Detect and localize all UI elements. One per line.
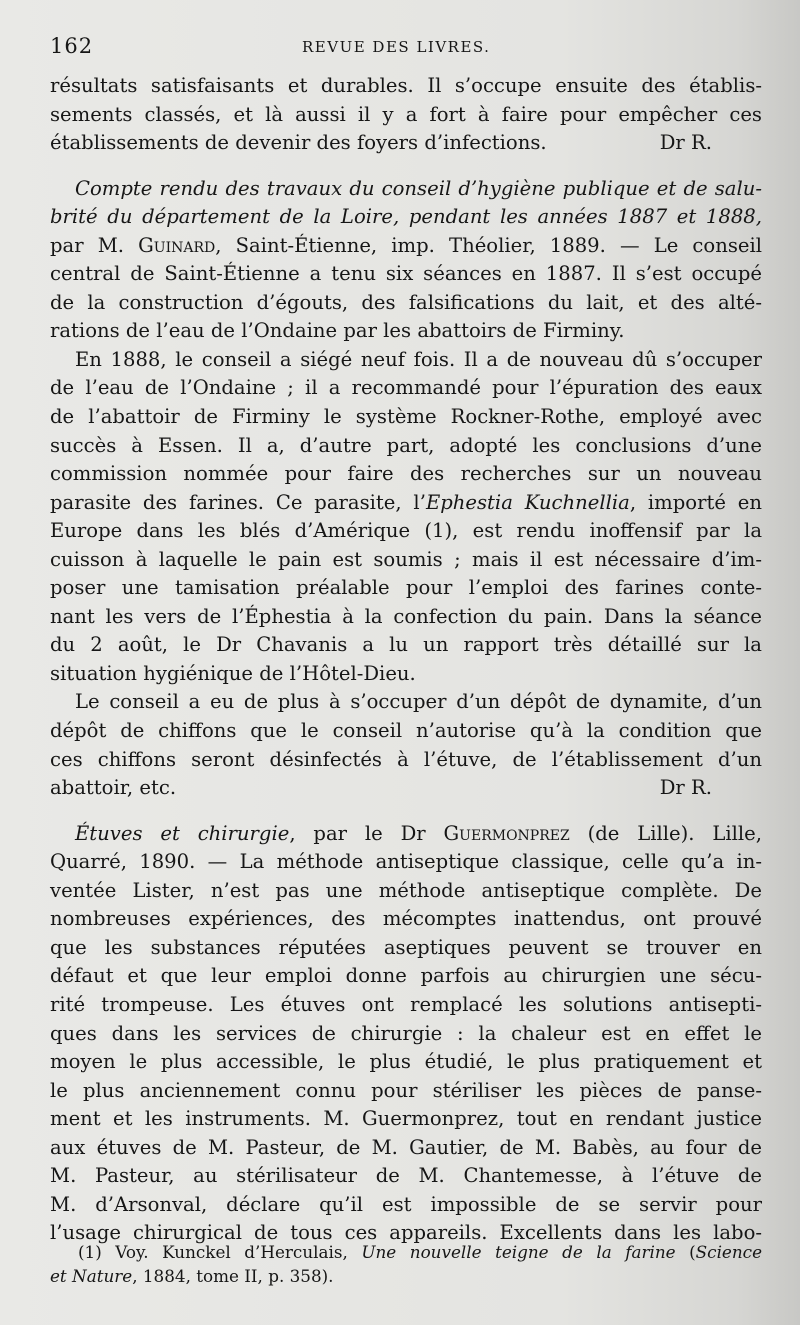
publisher-info: (de Lille). Lille, [569,821,762,845]
review-title: brité du département de la Loire, pendant les années 1887 et 1888, [50,205,762,229]
author-prefix: par M. [50,233,139,257]
text-line: dépôt de chiffons que le conseil n’autorise qu’à la condition que [50,719,762,743]
review-title-line [50,203,762,232]
text-line: ques dans les services de chirurgie : la chaleur est en effet le [50,1021,762,1045]
text-line: défaut et que leur emploi donne parfois au chirurgien une sécu- [50,964,762,988]
text-line: M. Pasteur, au stérilisateur de M. Chantemesse, à l’étuve de [50,1164,762,1188]
author-prefix: , par le Dr [289,821,444,845]
text-segment: parasite des farines. Ce parasite, l’ [50,490,426,514]
review-title: Étuves et chirurgie [75,821,290,845]
text-line: moyen le plus accessible, le plus étudié, le plus pratiquement et [50,1050,762,1074]
text-line: commission nommée pour faire des recherches sur un nouveau [50,462,762,486]
text-line: situation hygiénique de l’Hôtel-Dieu. [50,661,416,685]
footnote-journal: Science [695,1242,763,1262]
review-author-line [50,232,762,261]
species-name: Ephestia Kuchnellia [425,490,630,514]
review-title: Compte rendu des travaux du conseil d’hygiène publique et de salu- [75,176,762,200]
text-line [50,489,762,518]
text-line: de la construction d’égouts, des falsifications du lait, et des alté- [50,290,762,314]
footnote-text: , 1884, tome II, p. 358). [132,1266,334,1286]
text-line: nombreuses expériences, des mécomptes inattendus, ont prouvé [50,907,762,931]
footnote-journal: et Nature [50,1266,133,1286]
text-segment: , importé en [629,490,762,514]
footnote-line [50,1264,762,1288]
text-line: cuisson à laquelle le pain est soumis ; mais il est nécessaire d’im- [50,547,762,571]
text-line: l’usage chirurgical de tous ces appareils. Excellents dans les labo- [50,1221,762,1245]
signature: Dr R. [659,131,712,155]
text-line: ment et les instruments. M. Guermonprez, tout en rendant justice [50,1107,762,1131]
text-line: de l’eau de l’Ondaine ; il a recommandé pour l’épuration des eaux [50,376,762,400]
text-line: rations de l’eau de l’Ondaine par les abattoirs de Firminy. [50,319,625,343]
footnote [50,1240,762,1288]
review-title-line [50,820,762,849]
text-line: Europe dans les blés d’Amérique (1), est rendu inoffensif par la [50,519,762,543]
text-line: rité trompeuse. Les étuves ont remplacé les solutions antisepti- [50,992,762,1016]
text-line-content: établissements de devenir des foyers d’infections. [50,131,547,155]
text-line: nant les vers de l’Éphestia à la confection du pain. Dans la séance [50,604,762,628]
text-line: que les substances réputées aseptiques peuvent se trouver en [50,935,762,959]
text-line: ventée Lister, n’est pas une méthode antiseptique complète. De [50,878,762,902]
page-number: 162 [50,34,94,58]
publisher-info: , Saint-Étienne, imp. Théolier, 1889. — Le conseil [215,233,763,257]
text-line: En 1888, le conseil a siégé neuf fois. Il a de nouveau dû s’occuper [75,347,762,371]
text-line: aux étuves de M. Pasteur, de M. Gautier, de M. Babès, au four de [50,1135,762,1159]
footnote-text: ( [675,1242,696,1262]
footnote-line [50,1240,762,1264]
author-name: Guermonprez [443,821,570,845]
spacer [50,158,762,175]
author-name: Guinard [138,233,216,257]
text-line [50,774,762,803]
text-line: du 2 août, le Dr Chavanis a lu un rapport très détaillé sur la [50,633,762,657]
spacer [50,803,762,820]
text-line: poser une tamisation préalable pour l’emploi des farines conte- [50,576,762,600]
text-line: succès à Essen. Il a, d’autre part, adopté les conclusions d’une [50,433,762,457]
text-line: M. d’Arsonval, déclare qu’il est impossible de se servir pour [50,1192,762,1216]
text-line: central de Saint-Étienne a tenu six séances en 1887. Il s’est occupé [50,262,762,286]
text-line: ces chiffons seront désinfectés à l’étuve, de l’établissement d’un [50,747,762,771]
running-title: REVUE DES LIVRES. [302,38,491,56]
text-line: résultats satisfaisants et durables. Il s’occupe ensuite des établis- [50,74,762,97]
page-body [50,72,762,1248]
page-header [50,34,760,64]
text-line: sements classés, et là aussi il y a fort à faire pour empêcher ces [50,102,762,126]
text-line-content: abattoir, etc. [50,776,177,800]
text-line: le plus anciennement connu pour stériliser les pièces de panse- [50,1078,762,1102]
text-line: Le conseil a eu de plus à s’occuper d’un dépôt de dynamite, d’un [75,690,762,714]
review-title-line [50,175,762,204]
text-line [50,129,762,158]
footnote-text: (1) Voy. Kunckel d’Herculais, [78,1242,362,1262]
footnote-work-title: Une nouvelle teigne de la farine [361,1242,676,1262]
text-line: de l’abattoir de Firminy le système Rockner-Rothe, employé avec [50,405,762,429]
text-line: Quarré, 1890. — La méthode antiseptique classique, celle qu’a in- [50,850,762,874]
signature: Dr R. [659,776,712,800]
